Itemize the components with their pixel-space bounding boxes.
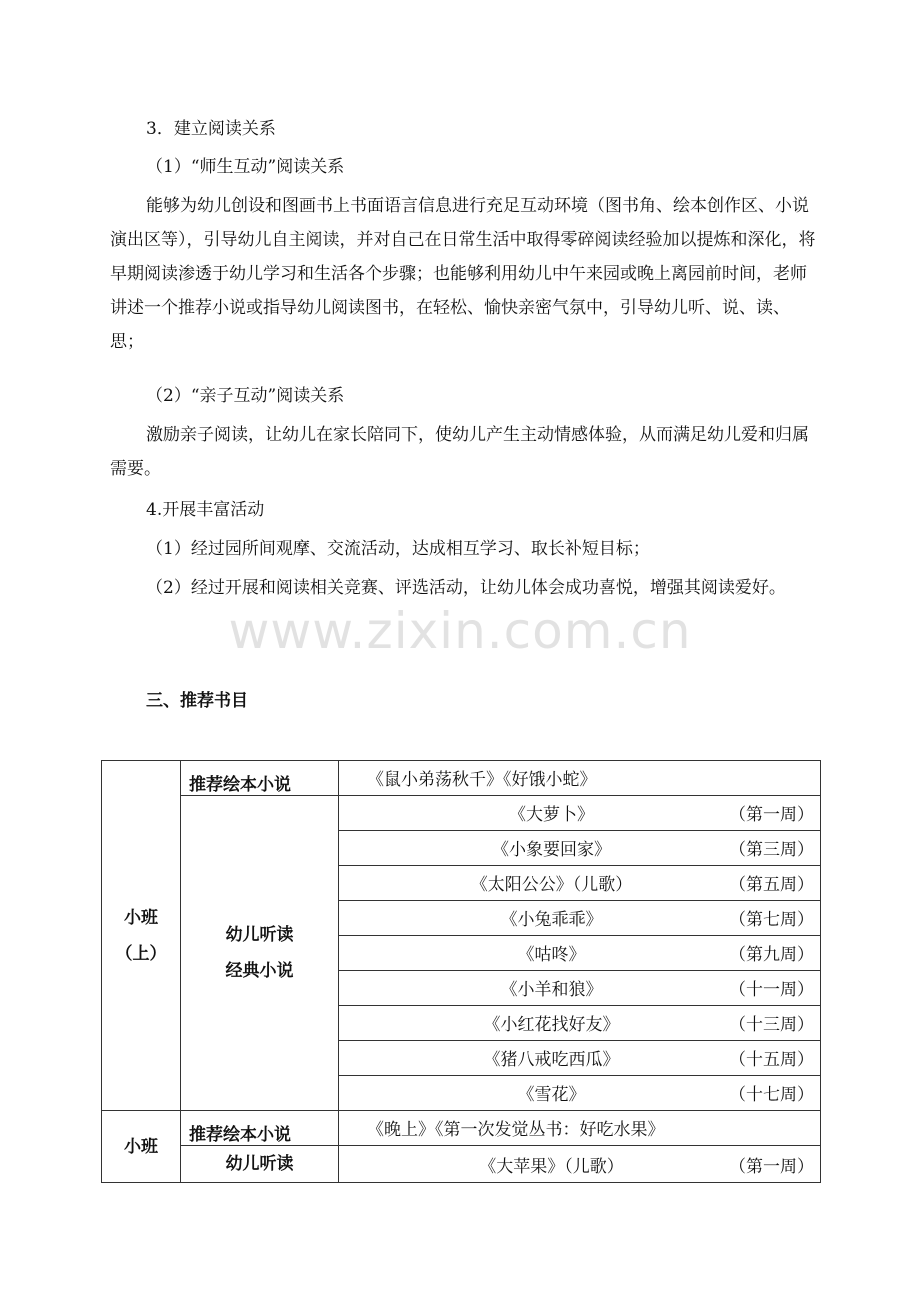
class-label: 小班 [124,1136,158,1157]
story-cell [339,971,821,1006]
story-title: 《小象要回家》 [492,840,611,860]
story-week: （第一周） [729,1157,814,1177]
listening-label-line1: 幼儿听读 [225,1154,294,1174]
paragraph-parent-interaction: 激励亲子阅读，让幼儿在家长陪同下，使幼儿产生主动情感体验，从而满足幼儿爱和归属需要。 [110,425,809,479]
listening-label-cell [181,1146,339,1183]
story-week: （第三周） [729,840,814,860]
story-title: 《咕咚》 [517,945,586,965]
story-title: 《猪八戒吃西瓜》 [483,1050,620,1070]
watermark-text: www.zixin.com.cn [228,602,692,660]
heading-4: 4.开展丰富活动 [146,500,265,520]
story-title: 《大苹果》（儿歌） [479,1157,624,1177]
story-title: 《太阳公公》（儿歌） [470,875,633,895]
story-week: （十三周） [729,1015,814,1035]
story-week: （第九周） [729,945,814,965]
class-term-label: （上） [115,943,167,964]
item-4-1: （1）经过园所间观摩、交流活动，达成相互学习、取长补短目标； [146,539,650,559]
picture-books-list: 《晚上》《第一次发觉丛书：好吃水果》 [367,1120,665,1140]
story-cell [339,831,821,866]
picture-books-label: 推荐绘本小说 [181,1111,339,1146]
item-4-2: （2）经过开展和阅读相关竞赛、评选活动，让幼儿体会成功喜悦，增强其阅读爱好。 [146,578,786,598]
story-cell [339,936,821,971]
listening-label-cell [181,796,339,1111]
story-week: （十五周） [729,1050,814,1070]
table-row [102,761,821,796]
story-cell [339,1146,821,1183]
story-cell [339,1076,821,1111]
heading-recommended-books: 三、推荐书目 [146,691,248,711]
listening-label-line1: 幼儿听读 [225,925,294,945]
story-title: 《雪花》 [517,1085,586,1105]
picture-books-list: 《鼠小弟荡秋千》《好饿小蛇》 [367,770,597,790]
heading-3-1: （1）“师生互动”阅读关系 [146,157,345,177]
story-title: 《小红花找好友》 [483,1015,620,1035]
story-cell [339,1006,821,1041]
table-row [102,1146,821,1183]
listening-label-line2: 经典小说 [225,961,294,981]
heading-3: 3．建立阅读关系 [146,119,276,139]
picture-books-cell [339,761,821,796]
story-title: 《小羊和狼》 [500,980,603,1000]
story-cell [339,1041,821,1076]
story-cell [339,866,821,901]
picture-books-label: 推荐绘本小说 [181,761,339,796]
story-week: （第一周） [729,805,814,825]
class-label: 小班 [124,907,158,928]
table-row [102,1111,821,1146]
story-week: （第五周） [729,875,814,895]
story-title: 《大萝卜》 [509,805,594,825]
class-cell-small [102,1111,181,1183]
table-row [102,796,821,831]
book-list-table [101,760,821,1183]
story-title: 《小兔乖乖》 [500,910,603,930]
heading-3-2: （2）“亲子互动”阅读关系 [146,386,345,406]
story-week: （第七周） [729,910,814,930]
class-cell-small-upper [102,761,181,1111]
story-cell [339,901,821,936]
story-week: （十七周） [729,1085,814,1105]
picture-books-cell [339,1111,821,1146]
paragraph-teacher-interaction: 能够为幼儿创设和图画书上书面语言信息进行充足互动环境（图书角、绘本创作区、小说演出区等），引导幼儿自主阅读，并对自己在日常生活中取得零碎阅读经验加以提炼和深化，将早期阅读渗透于幼儿学习和生活各个步骤；也能够利用幼儿中午来园或晚上离园前时间，老师讲述一个推荐小说或指导幼儿阅读图书，在轻松、愉快亲密气氛中，引导幼儿听、说、读、思； [110,196,816,352]
story-week: （十一周） [729,980,814,1000]
story-cell [339,796,821,831]
